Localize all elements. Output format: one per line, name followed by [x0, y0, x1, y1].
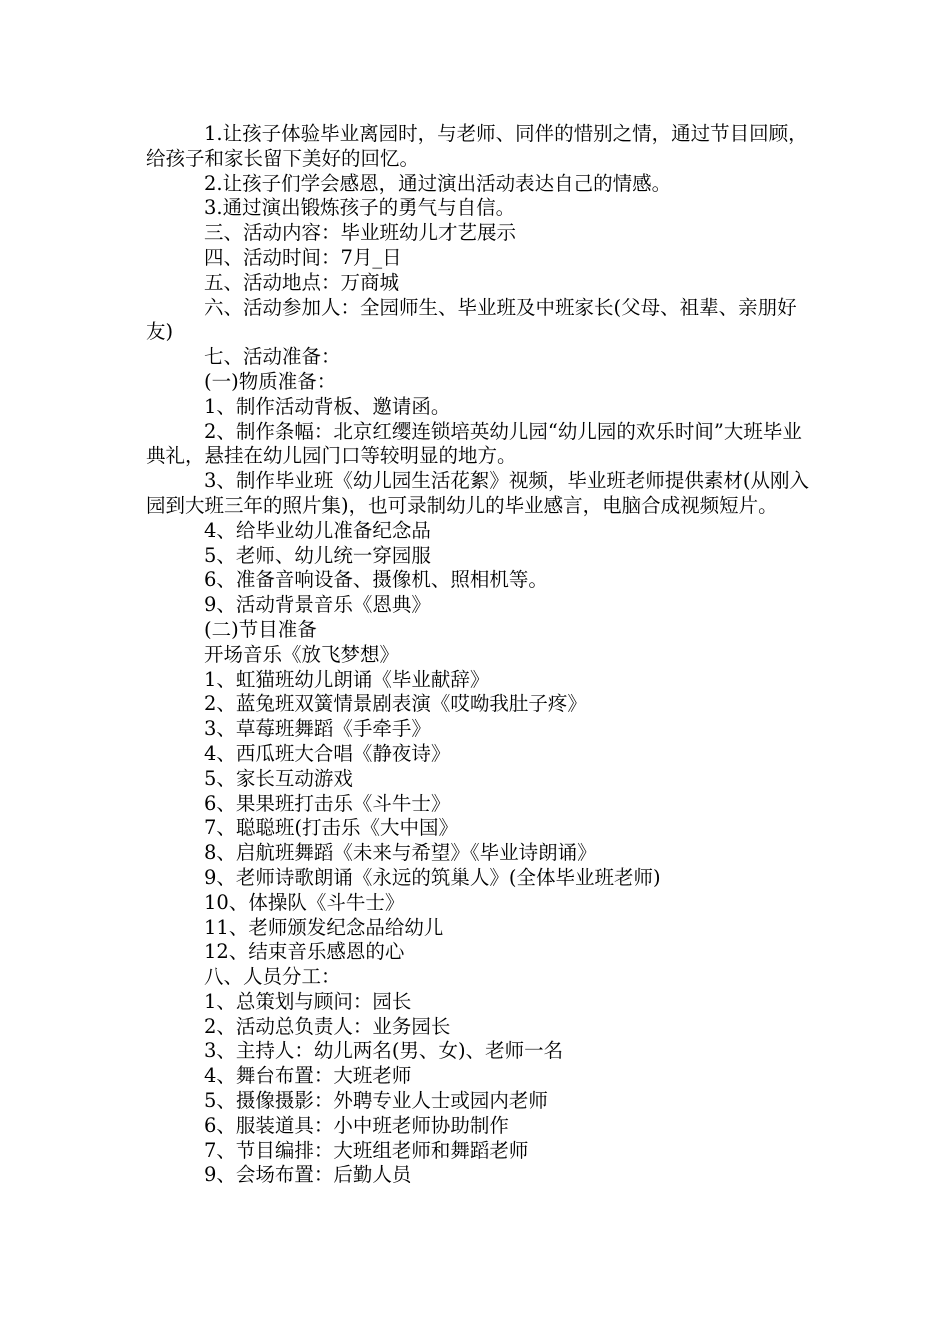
staff-item-4: 4、舞台布置：大班老师	[204, 1064, 412, 1088]
staff-item-6: 6、服装道具：小中班老师协助制作	[204, 1113, 509, 1137]
material-item-5: 5、老师、幼儿统一穿园服	[204, 543, 431, 567]
staff-item-7: 7、节目编排：大班组老师和舞蹈老师	[204, 1138, 529, 1162]
program-item-6: 6、果果班打击乐《斗牛士》	[204, 791, 451, 815]
program-item-10: 10、体操队《斗牛士》	[204, 890, 405, 914]
program-item-8: 8、启航班舞蹈《未来与希望》《毕业诗朗诵》	[204, 841, 597, 865]
material-item-9: 9、活动背景音乐《恩典》	[204, 593, 431, 617]
program-item-9: 9、老师诗歌朗诵《永远的筑巢人》(全体毕业班老师)	[204, 865, 661, 889]
section-activity-time: 四、活动时间：7月_日	[204, 245, 402, 269]
section-staffing: 八、人员分工：	[204, 965, 341, 989]
program-item-3: 3、草莓班舞蹈《手牵手》	[204, 717, 431, 741]
program-item-4: 4、西瓜班大合唱《静夜诗》	[204, 741, 451, 765]
program-item-5: 5、家长互动游戏	[204, 766, 353, 790]
subsection-material-prep: (一)物质准备：	[204, 369, 337, 393]
section-activity-content: 三、活动内容：毕业班幼儿才艺展示	[204, 221, 517, 245]
section-preparation: 七、活动准备：	[204, 345, 341, 369]
section-participants: 六、活动参加人：全园师生、毕业班及中班家长(父母、祖辈、亲朋好友)	[146, 295, 797, 344]
staff-item-9: 9、会场布置：后勤人员	[204, 1163, 412, 1187]
material-item-4: 4、给毕业幼儿准备纪念品	[204, 518, 431, 542]
program-opening: 开场音乐《放飞梦想》	[204, 642, 400, 666]
document-body	[146, 122, 818, 1188]
staff-item-5: 5、摄像摄影：外聘专业人士或园内老师	[204, 1089, 548, 1113]
goal-paragraph-1: 1.让孩子体验毕业离园时，与老师、同伴的惜别之情，通过节目回顾，给孩子和家长留下美好的回忆。	[146, 122, 808, 170]
material-item-3: 3、制作毕业班《幼儿园生活花絮》视频，毕业班老师提供素材(从刚入园到大班三年的照片集)，也可录制幼儿的毕业感言，电脑合成视频短片。	[146, 469, 810, 517]
material-item-1: 1、制作活动背板、邀请函。	[204, 394, 451, 418]
subsection-program-prep: (二)节目准备	[204, 617, 317, 641]
section-activity-location: 五、活动地点：万商城	[204, 270, 400, 294]
goal-paragraph-2: 2.让孩子们学会感恩，通过演出活动表达自己的情感。	[204, 171, 672, 195]
program-item-7: 7、聪聪班(打击乐《大中国》	[204, 816, 459, 840]
staff-item-2: 2、活动总负责人：业务园长	[204, 1014, 451, 1038]
staff-item-1: 1、总策划与顾问：园长	[204, 989, 412, 1013]
staff-item-3: 3、主持人：幼儿两名(男、女)、老师一名	[204, 1039, 564, 1063]
material-item-2: 2、制作条幅：北京红缨连锁培英幼儿园“幼儿园的欢乐时间”大班毕业典礼，悬挂在幼儿园门口等较明显的地方。	[146, 419, 802, 468]
program-item-12: 12、结束音乐感恩的心	[204, 940, 405, 964]
goal-paragraph-3: 3.通过演出锻炼孩子的勇气与自信。	[204, 196, 516, 220]
material-item-6: 6、准备音响设备、摄像机、照相机等。	[204, 568, 548, 592]
program-item-1: 1、虹猫班幼儿朗诵《毕业献辞》	[204, 667, 490, 691]
program-item-2: 2、蓝兔班双簧情景剧表演《哎呦我肚子疼》	[204, 692, 587, 716]
program-item-11: 11、老师颁发纪念品给幼儿	[204, 915, 444, 939]
